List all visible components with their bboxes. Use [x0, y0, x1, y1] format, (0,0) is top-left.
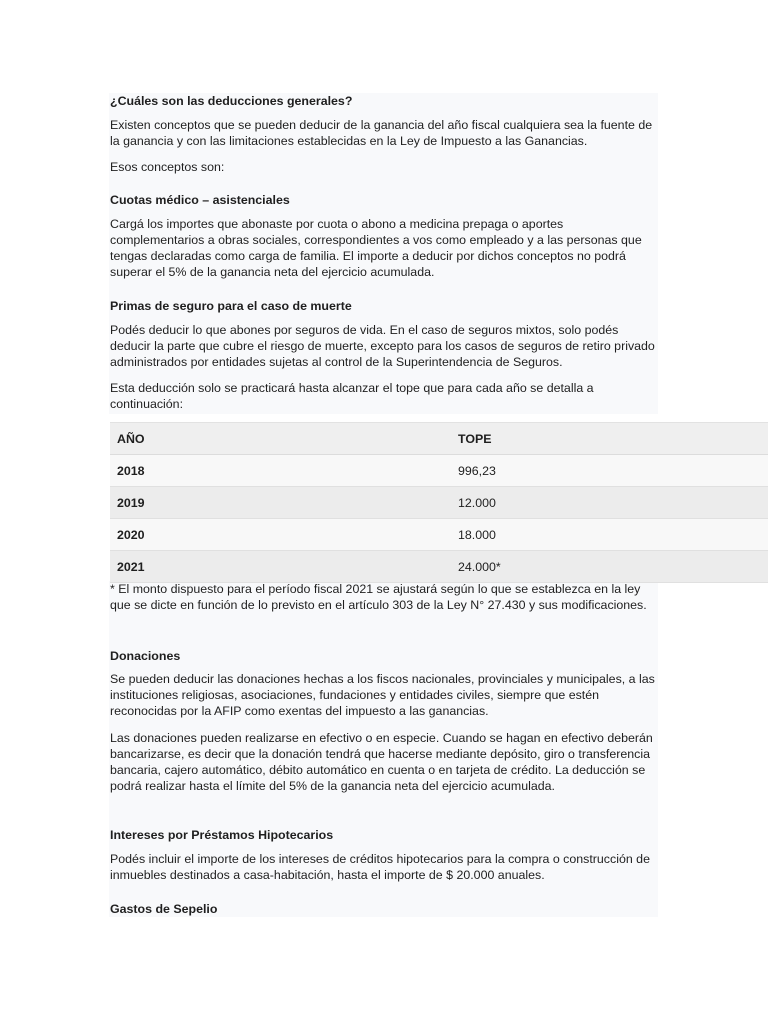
- table-row: [110, 519, 768, 551]
- donaciones-paragraph-2: Las donaciones pueden realizarse en efectivo o en especie. Cuando se hagan en efectivo deberán bancarizarse, es decir que la donación tendrá que hacerse mediante depósito, giro o transferencia bancaria, cajero automático, débito automático en cuenta o en tarjeta de crédito. La deducción se podrá realizar hasta el límite del 5% de la ganancia neta del ejercicio acumulada.: [110, 731, 653, 793]
- intereses-paragraph: Podés incluir el importe de los intereses de créditos hipotecarios para la compra o construcción de inmuebles destinados a casa-habitación, hasta el importe de $ 20.000 anuales.: [110, 852, 650, 882]
- table-cell-year: 2018: [110, 455, 451, 487]
- table-row: [110, 455, 768, 487]
- intereses-heading: Intereses por Préstamos Hipotecarios: [110, 828, 334, 842]
- primas-table-lead: Esta deducción solo se practicará hasta alcanzar el tope que para cada año se detalla a continuación:: [110, 381, 594, 411]
- intro-paragraph: Existen conceptos que se pueden deducir de la ganancia del año fiscal cualquiera sea la fuente de la ganancia y con las limitaciones establecidas en la Ley de Impuesto a las Ganancias.: [110, 118, 653, 148]
- intro-list-lead: Esos conceptos son:: [110, 160, 225, 174]
- sepelio-heading: Gastos de Sepelio: [110, 902, 218, 916]
- donaciones-paragraph: Se pueden deducir las donaciones hechas a los fiscos nacionales, provinciales y municipales, a las instituciones religiosas, asociaciones, fundaciones y entidades civiles, siempre que estén reconocidas por la AFIP como exentas del impuesto a las ganancias.: [110, 672, 655, 718]
- primas-paragraph: Podés deducir lo que abones por seguros de vida. En el caso de seguros mixtos, solo podés deducir la parte que cubre el riesgo de muerte, excepto para los casos de seguros de retiro privado administrados por entidades sujetas al control de la Superintendencia de Seguros.: [110, 323, 655, 369]
- table-cell-year: 2021: [110, 551, 451, 583]
- cuotas-paragraph: Cargá los importes que abonaste por cuota o abono a medicina prepaga o aportes complementarios a obras sociales, correspondientes a vos como empleado y a las personas que tengas declaradas como carga de familia. El importe a deducir por dichos conceptos no podrá superar el 5% de la ganancia neta del ejercicio acumulada.: [110, 217, 642, 279]
- donaciones-heading: Donaciones: [110, 649, 181, 663]
- table-row: [110, 551, 768, 583]
- table-cell-tope: 996,23: [451, 455, 768, 487]
- column-header-tope: TOPE: [451, 423, 768, 455]
- table-row: [110, 487, 768, 519]
- table-header-row: [110, 423, 768, 455]
- table-footnote: * El monto dispuesto para el período fiscal 2021 se ajustará según lo que se establezca en la ley que se dicte en función de lo previsto en el artículo 303 de la Ley N° 27.430 y sus modificaciones.: [110, 582, 647, 612]
- section-title: ¿Cuáles son las deducciones generales?: [110, 94, 353, 108]
- table-cell-year: 2020: [110, 519, 451, 551]
- table-cell-tope: 24.000*: [451, 551, 768, 583]
- column-header-ano: AÑO: [110, 423, 451, 455]
- table-cell-tope: 12.000: [451, 487, 768, 519]
- primas-heading: Primas de seguro para el caso de muerte: [110, 299, 352, 313]
- table-cell-tope: 18.000: [451, 519, 768, 551]
- table-cell-year: 2019: [110, 487, 451, 519]
- tope-table: [110, 422, 768, 583]
- cuotas-heading: Cuotas médico – asistenciales: [110, 193, 290, 207]
